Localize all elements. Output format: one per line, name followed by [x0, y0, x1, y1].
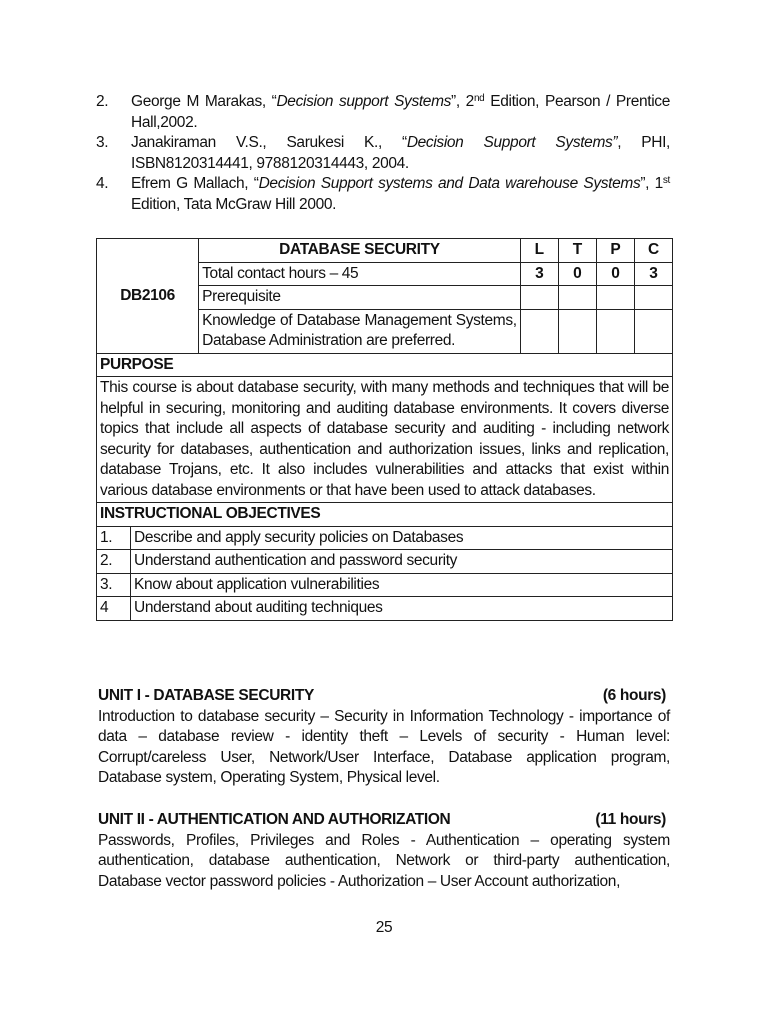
ltpc-header-p: P	[596, 239, 634, 263]
ltpc-header-t: T	[558, 239, 596, 263]
ltpc-value-c: 3	[634, 262, 672, 286]
unit-section	[98, 686, 670, 789]
objective-text: Understand authentication and password security	[131, 550, 673, 574]
objective-number: 1.	[97, 526, 131, 550]
empty-cell	[520, 286, 558, 310]
objective-text: Know about application vulnerabilities	[131, 573, 673, 597]
empty-cell	[596, 286, 634, 310]
unit-hours: (11 hours)	[595, 811, 666, 828]
empty-cell	[596, 309, 634, 353]
ltpc-value-p: 0	[596, 262, 634, 286]
reference-text: Janakiraman V.S., Sarukesi K., “Decision Support Systems”, PHI, ISBN8120314441, 9788120314443, 2004.	[131, 134, 670, 172]
objective-row	[97, 526, 673, 550]
unit-body: Introduction to database security – Security in Information Technology - importance of data – database review - identity theft – Levels of security - Human level: Corrupt/careless User, Network/User Interface, Database application program, Database system, Operating System, Physical level.	[98, 707, 670, 786]
reference-number: 4.	[96, 175, 109, 192]
unit-heading	[98, 810, 670, 831]
objectives-heading: INSTRUCTIONAL OBJECTIVES	[97, 503, 673, 527]
reference-number: 3.	[96, 134, 109, 151]
prerequisite-text: Knowledge of Database Management Systems, Database Administration are preferred.	[199, 309, 521, 353]
course-code: DB2106	[97, 239, 199, 354]
ltpc-value-t: 0	[558, 262, 596, 286]
reference-item	[96, 174, 670, 215]
unit-title: UNIT II - AUTHENTICATION AND AUTHORIZATION	[98, 811, 451, 828]
objective-row	[97, 597, 673, 621]
reference-item	[96, 92, 670, 133]
prerequisite-label: Prerequisite	[199, 286, 521, 310]
unit-section	[98, 810, 670, 892]
purpose-heading: PURPOSE	[97, 353, 673, 377]
unit-body: Passwords, Profiles, Privileges and Roles - Authentication – operating system authentication, database authentication, Network or third-party authentication, Database vector password policies - Authorization – User Account authorization,	[98, 831, 670, 890]
reference-list	[96, 92, 670, 215]
reference-item	[96, 133, 670, 174]
objective-number: 3.	[97, 573, 131, 597]
purpose-text: This course is about database security, with many methods and techniques that will be helpful in securing, monitoring and auditing database environments. It covers diverse topics that include all aspects of database security and auditing - including network security for databases, authentication and authorization issues, links and replication, database Trojans, etc. It also includes vulnerabilities and attacks that exist within various database environments or that have been used to attack databases.	[97, 377, 673, 503]
empty-cell	[520, 309, 558, 353]
ltpc-header-c: C	[634, 239, 672, 263]
page-number: 25	[375, 919, 393, 936]
contact-hours: Total contact hours – 45	[199, 262, 521, 286]
reference-number: 2.	[96, 93, 109, 110]
reference-text: Efrem G Mallach, “Decision Support systems and Data warehouse Systems”, 1st Edition, Tata McGraw Hill 2000.	[131, 175, 670, 213]
objective-text: Describe and apply security policies on Databases	[131, 526, 673, 550]
unit-heading	[98, 686, 670, 707]
empty-cell	[634, 309, 672, 353]
course-table	[96, 238, 673, 621]
empty-cell	[558, 286, 596, 310]
objective-number: 4	[97, 597, 131, 621]
objective-text: Understand about auditing techniques	[131, 597, 673, 621]
objective-number: 2.	[97, 550, 131, 574]
unit-title: UNIT I - DATABASE SECURITY	[98, 687, 314, 704]
reference-text: George M Marakas, “Decision support Systems”, 2nd Edition, Pearson / Prentice Hall,2002.	[131, 93, 670, 131]
ltpc-header-l: L	[520, 239, 558, 263]
unit-hours: (6 hours)	[602, 687, 666, 704]
course-title: DATABASE SECURITY	[199, 239, 521, 263]
objective-row	[97, 550, 673, 574]
objective-row	[97, 573, 673, 597]
empty-cell	[634, 286, 672, 310]
empty-cell	[558, 309, 596, 353]
ltpc-value-l: 3	[520, 262, 558, 286]
